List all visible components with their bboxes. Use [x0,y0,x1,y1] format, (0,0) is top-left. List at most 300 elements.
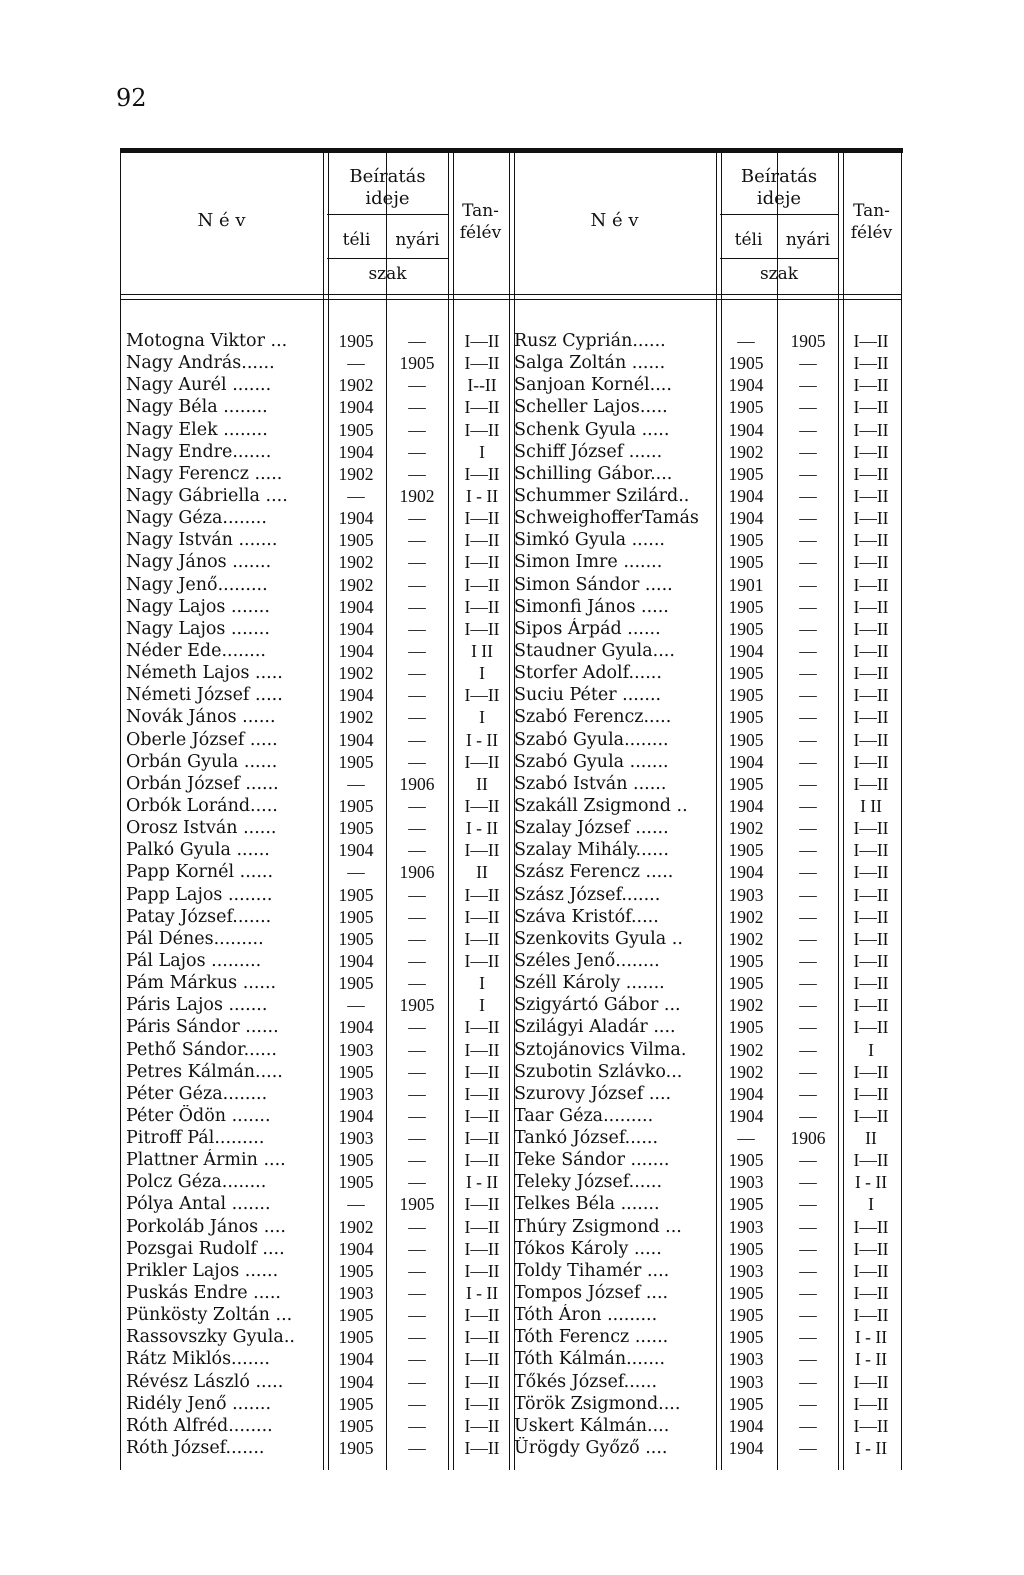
left-winter-year: 1905 [338,751,374,772]
right-semester: I—II [853,1017,889,1038]
left-winter-year: 1904 [338,729,374,750]
right-semester: II [865,1128,877,1149]
left-semester: I—II [464,353,500,374]
right-summer-year: — [799,1172,817,1193]
right-summer-year: — [799,1017,817,1038]
right-summer-year: — [799,397,817,418]
right-summer-year: — [799,729,817,750]
left-name: Oberle József ..... [126,729,278,750]
right-semester: I—II [853,773,889,794]
right-name: Rusz Cyprián...... [514,331,666,351]
left-name: Orbán József ...... [126,773,279,794]
left-semester: I—II [464,1305,500,1326]
right-summer-year: — [799,685,817,706]
right-name: Simon Imre ....... [514,552,663,573]
left-summer-year: 1906 [399,862,435,883]
left-winter-year: — [347,353,365,374]
right-winter-year: 1902 [728,1039,764,1060]
right-name: Török Zsigmond.... [514,1393,681,1414]
left-semester: I--II [467,375,497,396]
right-semester: I—II [853,463,889,484]
right-name: Teke Sándor ....... [514,1150,670,1171]
right-winter-year: 1904 [728,1105,764,1126]
right-semester: I—II [853,485,889,506]
left-winter-year: 1905 [338,1172,374,1193]
table-row [120,551,902,573]
right-semester: I—II [853,618,889,639]
table-row [120,950,902,972]
left-name: Patay József....... [126,906,272,927]
left-name: Motogna Viktor ... [126,331,288,351]
right-semester: I—II [853,552,889,573]
right-winter-year: 1905 [728,1393,764,1414]
left-name: Pólya Antal ....... [126,1194,271,1215]
right-name: Tóth Áron ......... [514,1305,658,1326]
right-summer-year: — [799,840,817,861]
right-semester: I—II [853,663,889,684]
left-semester: I—II [464,1260,500,1281]
left-winter-year: 1904 [338,640,374,661]
right-semester: I—II [853,729,889,750]
right-summer-year: — [799,1150,817,1171]
right-semester: I—II [853,840,889,861]
left-name: Prikler Lajos ...... [126,1260,279,1281]
right-semester: I—II [853,1061,889,1082]
header-separator [120,294,902,300]
right-winter-year: 1905 [728,1327,764,1348]
left-winter-year: 1904 [338,397,374,418]
left-name: Nagy Aurél ....... [126,375,272,396]
left-summer-year: — [408,1238,426,1259]
right-winter-year: 1905 [728,463,764,484]
left-semester: I—II [464,1017,500,1038]
left-semester: I—II [464,530,500,551]
left-semester: I - II [465,1283,499,1304]
header-subline [720,214,838,215]
table-row [120,906,902,928]
table-row [120,574,902,596]
right-name: Szenkovits Gyula .. [514,928,683,949]
table-row [120,1105,902,1127]
left-semester: I—II [464,1327,500,1348]
right-semester: I—II [853,441,889,462]
left-semester: I—II [464,618,500,639]
right-semester: I—II [853,1150,889,1171]
right-name: Tóth Kálmán....... [514,1349,666,1370]
right-name: Schilling Gábor.... [514,463,673,484]
right-summer-year: — [799,1194,817,1215]
right-winter-year: 1905 [728,530,764,551]
left-name: Németh Lajos ..... [126,663,283,684]
right-winter-year: 1904 [728,375,764,396]
right-summer-year: — [799,928,817,949]
right-semester: I—II [853,906,889,927]
left-semester: I - II [465,818,499,839]
left-semester: I—II [464,1415,500,1436]
right-name: Teleky József...... [514,1172,663,1193]
left-summer-year: — [408,1061,426,1082]
right-semester: I—II [853,375,889,396]
right-summer-year: — [799,995,817,1016]
left-semester: I—II [464,1039,500,1060]
right-name: Szabó Gyula ....... [514,751,669,772]
table-row [120,596,902,618]
table-row [120,1171,902,1193]
left-summer-year: — [408,375,426,396]
right-summer-year: — [799,1061,817,1082]
table-row [120,485,902,507]
left-semester: I—II [464,463,500,484]
table-row [120,773,902,795]
right-summer-year: — [799,1349,817,1370]
header-semester: Tan-félév [850,201,893,243]
left-semester: I—II [464,685,500,706]
table-row [120,1415,902,1437]
left-name: Novák János ...... [126,707,276,728]
right-winter-year: 1905 [728,353,764,374]
left-semester: I—II [464,596,500,617]
left-semester: I—II [464,574,500,595]
left-summer-year: — [408,729,426,750]
left-summer-year: — [408,530,426,551]
right-winter-year: 1904 [728,751,764,772]
left-winter-year: 1904 [338,1105,374,1126]
right-summer-year: 1906 [790,1128,826,1149]
left-summer-year: — [408,795,426,816]
left-winter-year: 1904 [338,1371,374,1392]
left-semester: I [479,663,485,684]
left-name: Páris Lajos ....... [126,995,268,1016]
left-summer-year: — [408,973,426,994]
left-summer-year: — [408,840,426,861]
left-winter-year: 1905 [338,530,374,551]
right-winter-year: 1905 [728,685,764,706]
left-name: Pál Dénes......... [126,928,264,949]
left-summer-year: — [408,663,426,684]
left-semester: I—II [464,884,500,905]
right-summer-year: — [799,1283,817,1304]
right-summer-year: — [799,419,817,440]
left-summer-year: — [408,1039,426,1060]
right-semester: I—II [853,1393,889,1414]
left-name: Nagy István ....... [126,530,278,551]
left-semester: I [479,707,485,728]
left-semester: I—II [464,1194,500,1215]
left-winter-year: 1905 [338,1393,374,1414]
left-name: Nagy Gábriella .... [126,485,288,506]
table-row [120,529,902,551]
table-row [120,419,902,441]
right-semester: I—II [853,685,889,706]
right-semester: I—II [853,574,889,595]
left-winter-year: 1905 [338,1327,374,1348]
left-semester: I—II [464,1238,500,1259]
enrollment-table [120,152,902,1470]
left-semester: II [476,773,488,794]
left-semester: I—II [464,840,500,861]
right-winter-year: 1902 [728,995,764,1016]
table-row [120,352,902,374]
right-winter-year: 1905 [728,950,764,971]
right-summer-year: — [799,707,817,728]
right-summer-year: 1905 [790,331,826,351]
right-summer-year: — [799,574,817,595]
right-summer-year: — [799,618,817,639]
left-winter-year: 1905 [338,884,374,905]
left-name: Orbók Loránd..... [126,795,278,816]
right-winter-year: 1903 [728,1172,764,1193]
right-winter-year: 1902 [728,928,764,949]
left-name: Orbán Gyula ...... [126,751,278,772]
table-row [120,1304,902,1326]
table-row [120,729,902,751]
left-winter-year: — [347,995,365,1016]
right-summer-year: — [799,773,817,794]
table-row [120,706,902,728]
right-name: Száva Kristóf..... [514,906,659,927]
right-summer-year: — [799,441,817,462]
left-semester: I—II [464,1083,500,1104]
left-summer-year: — [408,1327,426,1348]
header-szak: szak [759,264,799,284]
table-row [120,1127,902,1149]
right-winter-year: 1905 [728,707,764,728]
right-winter-year: 1905 [728,618,764,639]
left-name: Pünkösty Zoltán ... [126,1305,293,1326]
table-row [120,994,902,1016]
left-summer-year: — [408,906,426,927]
left-semester: I—II [464,1349,500,1370]
right-name: Tankó József...... [514,1128,659,1149]
left-summer-year: — [408,1371,426,1392]
left-semester: I—II [464,928,500,949]
left-winter-year: 1904 [338,441,374,462]
header-enrollment: Beíratás ideje [740,166,818,209]
right-name: Szabó Ferencz..... [514,707,672,728]
left-semester: I—II [464,751,500,772]
table-row [120,861,902,883]
right-name: Ürögdy Győző .... [514,1438,668,1459]
right-name: Simon Sándor ..... [514,574,673,595]
left-winter-year: 1904 [338,1017,374,1038]
right-winter-year: 1904 [728,795,764,816]
right-semester: I—II [853,1105,889,1126]
left-semester: I—II [464,950,500,971]
right-name: Sztojánovics Vilma. [514,1039,687,1060]
left-winter-year: 1903 [338,1128,374,1149]
left-summer-year: — [408,419,426,440]
left-summer-year: — [408,685,426,706]
right-semester: I - II [854,1349,888,1370]
left-name: Nagy Géza........ [126,508,267,529]
right-semester: I—II [853,353,889,374]
left-summer-year: — [408,331,426,351]
left-winter-year: 1904 [338,1349,374,1370]
table-row [120,795,902,817]
header-summer: nyári [785,230,831,250]
left-summer-year: — [408,441,426,462]
right-winter-year: 1901 [728,574,764,595]
left-name: Nagy Jenő......... [126,574,268,595]
right-winter-year: 1905 [728,1150,764,1171]
right-name: Simonfi János ..... [514,596,669,617]
right-winter-year: 1905 [728,840,764,861]
right-winter-year: 1904 [728,1438,764,1459]
right-summer-year: — [799,950,817,971]
right-semester: I—II [853,1216,889,1237]
right-semester: I—II [853,707,889,728]
right-winter-year: — [737,1128,755,1149]
right-semester: I—II [853,995,889,1016]
left-summer-year: — [408,1393,426,1414]
right-name: Taar Géza......... [514,1105,654,1126]
right-winter-year: 1902 [728,906,764,927]
left-name: Péter Ödön ....... [126,1105,271,1126]
right-summer-year: — [799,530,817,551]
left-semester: I—II [464,1150,500,1171]
right-winter-year: — [737,331,755,351]
left-winter-year: 1902 [338,552,374,573]
left-winter-year: 1905 [338,419,374,440]
table-row [120,374,902,396]
left-name: Rassovszky Gyula.. [126,1327,295,1348]
left-semester: I II [471,640,493,661]
left-summer-year: — [408,1415,426,1436]
left-winter-year: 1905 [338,1061,374,1082]
left-name: Puskás Endre ..... [126,1283,281,1304]
header-subline [720,258,838,259]
right-semester: I—II [853,1371,889,1392]
left-name: Nagy János ....... [126,552,272,573]
left-summer-year: — [408,1216,426,1237]
right-name: Toldy Tihamér .... [514,1260,670,1281]
right-semester: I—II [853,397,889,418]
left-semester: I—II [464,1105,500,1126]
table-row [120,1149,902,1171]
left-summer-year: — [408,618,426,639]
right-summer-year: — [799,375,817,396]
left-winter-year: 1902 [338,663,374,684]
left-summer-year: — [408,707,426,728]
left-winter-year: 1905 [338,1415,374,1436]
right-winter-year: 1905 [728,663,764,684]
right-name: Szalay Mihály...... [514,840,669,861]
left-name: Pám Márkus ...... [126,973,277,994]
left-name: Nagy Endre....... [126,441,272,462]
left-name: Nagy Ferencz ..... [126,463,283,484]
left-name: Róth Alfréd........ [126,1415,273,1436]
table-row [120,751,902,773]
right-winter-year: 1904 [728,862,764,883]
right-name: Széles Jenő........ [514,950,660,971]
right-summer-year: — [799,884,817,905]
right-name: Storfer Adolf...... [514,663,662,684]
table-row [120,1393,902,1415]
right-summer-year: — [799,1393,817,1414]
right-semester: I—II [853,1083,889,1104]
right-semester: I—II [853,596,889,617]
left-name: Plattner Ármin .... [126,1150,286,1171]
left-semester: I [479,973,485,994]
right-name: Tóth Ferencz ...... [514,1327,669,1348]
right-name: Szabó Gyula........ [514,729,669,750]
right-summer-year: — [799,795,817,816]
right-summer-year: — [799,1216,817,1237]
right-winter-year: 1903 [728,1260,764,1281]
left-name: Pitroff Pál......... [126,1128,265,1149]
header-name: N é v [197,210,246,231]
right-summer-year: — [799,508,817,529]
left-winter-year: 1905 [338,795,374,816]
right-semester: I—II [853,973,889,994]
right-name: SchweighofferTamás [514,508,699,529]
table-row [120,1326,902,1348]
right-name: Szubotin Szlávko... [514,1061,683,1082]
left-semester: I - II [465,485,499,506]
right-semester: I—II [853,530,889,551]
table-row [120,330,902,352]
left-summer-year: — [408,552,426,573]
table-row [120,507,902,529]
right-name: Szurovy József .... [514,1083,672,1104]
right-winter-year: 1905 [728,596,764,617]
left-winter-year: — [347,1194,365,1215]
right-summer-year: — [799,1371,817,1392]
left-name: Róth József....... [126,1438,265,1459]
left-summer-year: — [408,1017,426,1038]
table-row [120,817,902,839]
left-name: Rátz Miklós....... [126,1349,270,1370]
table-row [120,1039,902,1061]
right-name: Suciu Péter ....... [514,685,662,706]
right-semester: I [868,1039,874,1060]
right-summer-year: — [799,663,817,684]
left-name: Nagy Lajos ....... [126,596,270,617]
right-semester: I - II [854,1172,888,1193]
left-semester: I—II [464,397,500,418]
left-winter-year: — [347,485,365,506]
right-winter-year: 1903 [728,1349,764,1370]
table-body [120,330,902,1459]
right-summer-year: — [799,640,817,661]
table-row [120,618,902,640]
right-summer-year: — [799,973,817,994]
left-name: Páris Sándor ...... [126,1017,279,1038]
right-name: Telkes Béla ....... [514,1194,660,1215]
header-szak: szak [368,264,407,284]
table-row [120,684,902,706]
left-winter-year: 1905 [338,1150,374,1171]
right-semester: I—II [853,419,889,440]
right-semester: I—II [853,862,889,883]
right-summer-year: — [799,862,817,883]
right-winter-year: 1905 [728,1017,764,1038]
left-winter-year: 1905 [338,928,374,949]
right-semester: I - II [854,1438,888,1459]
left-name: Palkó Gyula ...... [126,840,270,861]
right-semester: I—II [853,1305,889,1326]
right-name: Staudner Gyula.... [514,640,675,661]
left-semester: I - II [465,1172,499,1193]
right-winter-year: 1905 [728,973,764,994]
right-summer-year: — [799,1260,817,1281]
left-name: Porkoláb János .... [126,1216,286,1237]
left-summer-year: — [408,596,426,617]
table-row [120,1371,902,1393]
right-winter-year: 1905 [728,397,764,418]
left-semester: I [479,995,485,1016]
table-row [120,839,902,861]
